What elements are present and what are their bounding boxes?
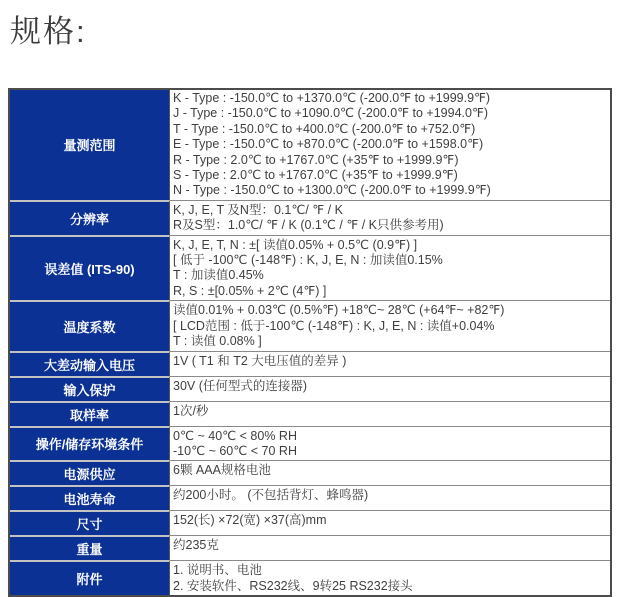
row-value (170, 300, 610, 350)
row-label: 附件 (10, 560, 170, 595)
row-value (170, 376, 610, 401)
row-label: 误差值 (ITS-90) (10, 235, 170, 301)
table-row (10, 535, 610, 560)
row-value (170, 401, 610, 426)
spec-line: -10℃ ~ 60℃ < 70 RH (173, 443, 297, 458)
row-value (170, 235, 610, 301)
spec-line: N - Type : -150.0℃ to +1300.0℃ (-200.0℉ to +1999.9℉) (173, 183, 491, 198)
row-label: 电源供应 (10, 460, 170, 485)
spec-line: K - Type : -150.0℃ to +1370.0℃ (-200.0℉ to +1999.9℉) (173, 91, 491, 105)
row-label: 温度系数 (10, 300, 170, 350)
table-row (10, 426, 610, 461)
spec-line: [ 低于 -100℃ (-148℉) : K, J, E, N : 加读值0.15% (173, 253, 443, 268)
spec-line: J - Type : -150.0℃ to +1090.0℃ (-200.0℉ to +1994.0℉) (173, 106, 489, 121)
row-label: 电池寿命 (10, 485, 170, 510)
spec-line: 约235克 (173, 538, 219, 553)
row-label: 尺寸 (10, 510, 170, 535)
spec-line: 1. 说明书、电池 (173, 563, 262, 578)
row-label: 取样率 (10, 401, 170, 426)
row-label: 大差动输入电压 (10, 351, 170, 376)
table-row (10, 560, 610, 595)
spec-line: 0℃ ~ 40℃ < 80% RH (173, 428, 297, 443)
spec-line: R, S : ±[0.05% + 2℃ (4℉) ] (173, 283, 327, 298)
table-row (10, 351, 610, 376)
table-row (10, 510, 610, 535)
row-value (170, 510, 610, 535)
spec-line: K, J, E, T, N : ±[ 读值0.05% + 0.5℃ (0.9℉) ] (173, 237, 418, 252)
row-label: 输入保护 (10, 376, 170, 401)
spec-line: K, J, E, T 及N型：0.1℃/ ℉ / K (173, 202, 343, 217)
spec-line: 约200小时。 (不包括背灯、蜂鸣器) (173, 488, 369, 503)
spec-line: 2. 安装软件、RS232线、9转25 RS232接头 (173, 578, 413, 593)
row-value (170, 90, 610, 200)
row-value (170, 460, 610, 485)
table-row (10, 460, 610, 485)
row-value (170, 351, 610, 376)
row-value (170, 535, 610, 560)
spec-line: 6颗 AAA规格电池 (173, 463, 271, 478)
spec-line: T - Type : -150.0℃ to +400.0℃ (-200.0℉ to +752.0℉) (173, 121, 476, 136)
table-row (10, 485, 610, 510)
row-value (170, 485, 610, 510)
spec-line: R及S型：1.0℃/ ℉ / K (0.1℃ / ℉ / K只供参考用) (173, 218, 444, 233)
row-label: 分辨率 (10, 200, 170, 235)
row-value (170, 200, 610, 235)
spec-line: 152(长) ×72(宽) ×37(高)mm (173, 513, 327, 528)
spec-line: E - Type : -150.0℃ to +870.0℃ (-200.0℉ to +1598.0℉) (173, 137, 484, 152)
spec-line: T : 读值 0.08% ] (173, 334, 262, 349)
spec-table (8, 88, 612, 597)
spec-line: 30V (任何型式的连接器) (173, 378, 308, 393)
row-label: 操作/储存环境条件 (10, 426, 170, 461)
table-row (10, 90, 610, 200)
spec-line: T : 加读值0.45% (173, 268, 264, 283)
table-row (10, 235, 610, 301)
spec-line: [ LCD范围 : 低于-100℃ (-148℉) : K, J, E, N : 读值+0.04% (173, 318, 495, 333)
row-label: 重量 (10, 535, 170, 560)
row-label: 量测范围 (10, 90, 170, 200)
spec-line: R - Type : 2.0℃ to +1767.0℃ (+35℉ to +1999.9℉) (173, 152, 459, 167)
row-value (170, 560, 610, 595)
table-row (10, 300, 610, 350)
spec-line: 1V ( T1 和 T2 大电压值的差异 ) (173, 353, 347, 368)
row-value (170, 426, 610, 461)
table-row (10, 401, 610, 426)
table-row (10, 200, 610, 235)
spec-line: 1次/秒 (173, 403, 209, 418)
spec-line: 读值0.01% + 0.03℃ (0.5%℉) +18℃~ 28℃ (+64℉~ +82℉) (173, 303, 505, 318)
table-row (10, 376, 610, 401)
page-title: 规格: (10, 14, 87, 49)
spec-line: S - Type : 2.0℃ to +1767.0℃ (+35℉ to +1999.9℉) (173, 168, 458, 183)
